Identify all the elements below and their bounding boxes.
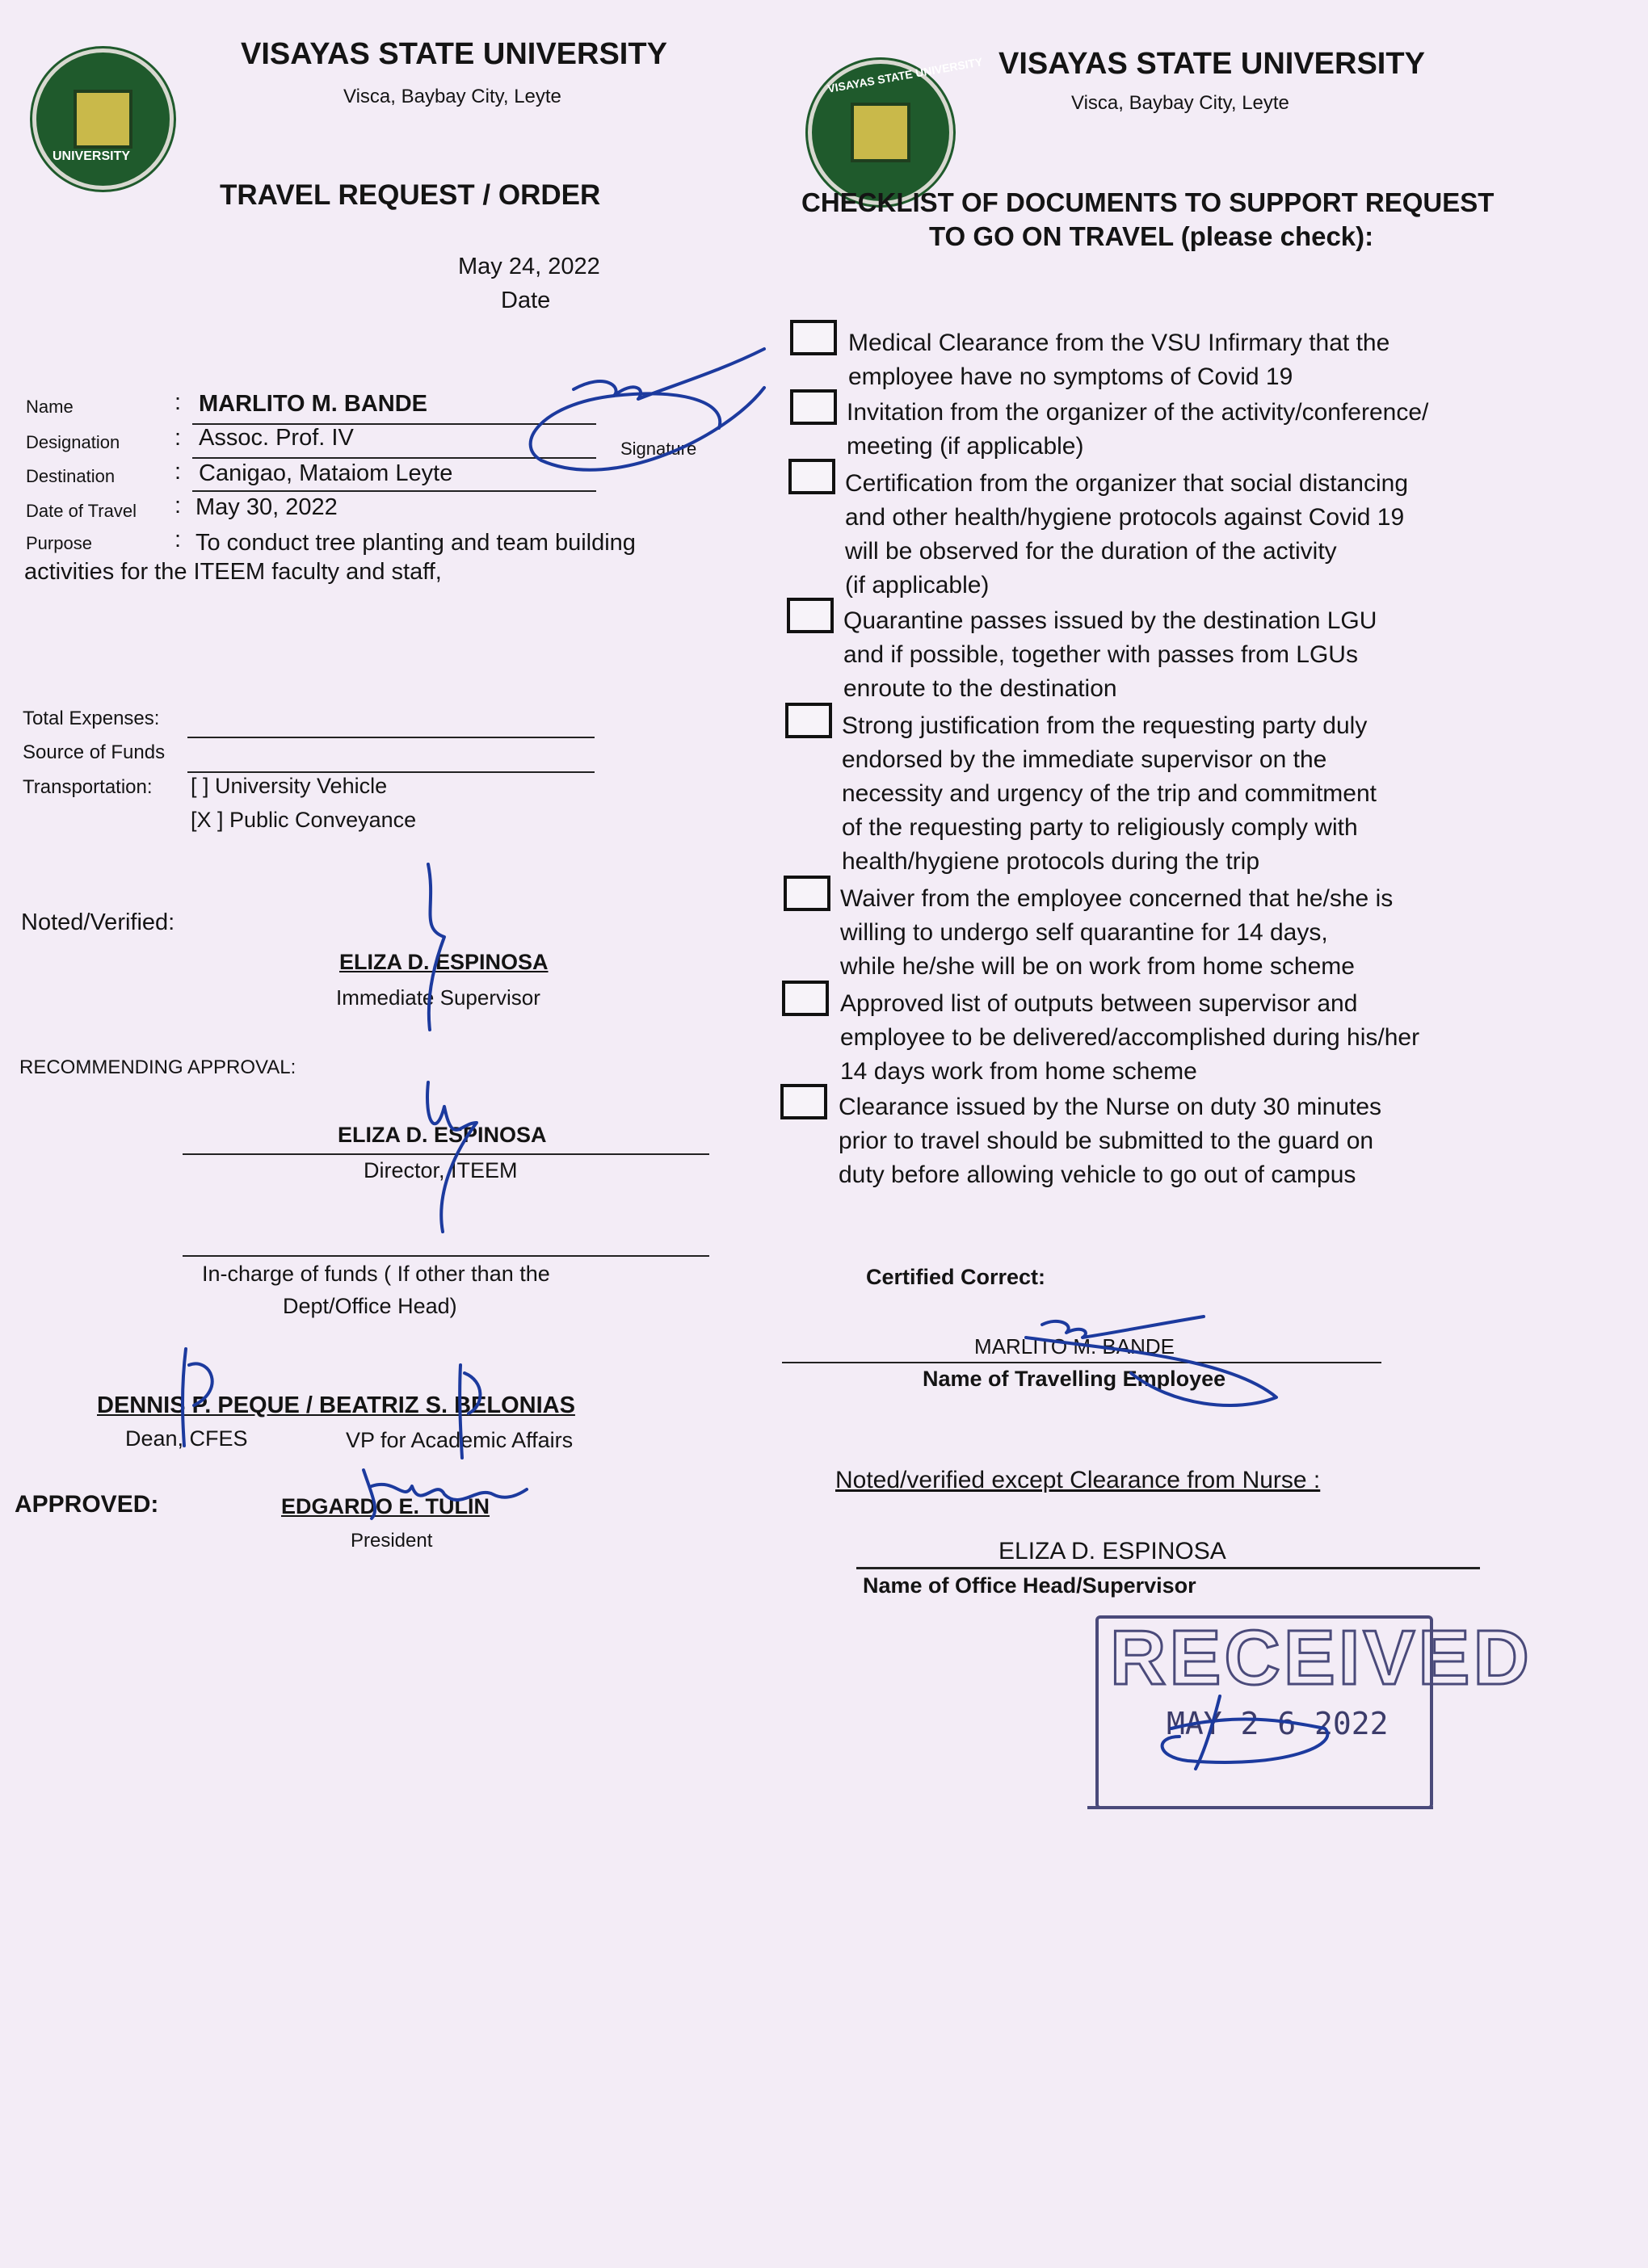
checkbox-nurse-clearance[interactable] [780,1084,827,1119]
traveller-label: Name of Travelling Employee [923,1367,1226,1391]
checkbox-certification[interactable] [788,459,835,494]
university-name: VISAYAS STATE UNIVERSITY [998,47,1425,81]
stamp-initials [1123,1680,1365,1793]
office-head-name: ELIZA D. ESPINOSA [998,1538,1226,1564]
destination-colon: : [174,459,182,485]
checklist-item: Approved list of outputs between supervisor and employee to be delivered/accomplished during his/her 14 days work from home scheme [840,990,1420,1085]
recommending-signature [380,1074,509,1236]
checklist-item: Medical Clearance from the VSU Infirmary that the employee have no symptoms of Covid 19 [848,330,1390,390]
checklist-title-line1: CHECKLIST OF DOCUMENTS TO SUPPORT REQUEST [801,187,1495,217]
designation-value: Assoc. Prof. IV [199,425,354,451]
signature-label: Signature [620,439,697,459]
noted-supervisor-role: Immediate Supervisor [336,985,540,1010]
recommending-role: Director, ITEEM [364,1158,518,1182]
request-date: May 24, 2022 [458,254,600,279]
dean-vp-names: DENNIS P. PEQUE / BEATRIZ S. BELONIAS [97,1392,575,1418]
destination-underline [192,490,596,492]
checklist-item: Strong justification from the requesting party duly endorsed by the immediate supervisor on the necessity and urgency of the trip and commitment of the requesting party to religiously comply with health/hygiene protocols during the trip [842,712,1377,875]
date-of-travel-colon: : [174,493,182,519]
destination-value: Canigao, Mataiom Leyte [199,460,453,486]
incharge-line [183,1255,709,1257]
source-of-funds-line [187,771,595,773]
checklist-item: Clearance issued by the Nurse on duty 30 minutes prior to travel should be submitted to the guard on duty before allowing vehicle to go out of campus [839,1094,1382,1188]
traveller-name: MARLITO M. BANDE [974,1334,1175,1359]
name-colon: : [174,389,182,415]
university-address: Visca, Baybay City, Leyte [343,86,561,107]
seal-text: UNIVERSITY [53,149,131,163]
traveller-signature [994,1292,1293,1413]
stamp-underline [1087,1806,1433,1809]
seal-emblem-icon [851,103,911,163]
checkbox-waiver[interactable] [784,876,830,911]
checklist-item: Waiver from the employee concerned that he/she is willing to undergo self quarantine for 14 days, while he/she will be on work from home scheme [840,885,1394,980]
date-of-travel-label: Date of Travel [26,501,137,521]
vp-signature [428,1357,509,1462]
noted-verified-label: Noted/Verified: [21,909,175,935]
checkbox-approved-outputs[interactable] [782,981,829,1016]
recommending-name: ELIZA D. ESPINOSA [338,1123,547,1147]
incharge-line1: In-charge of funds ( If other than the [202,1262,550,1286]
noted-supervisor-name: ELIZA D. ESPINOSA [339,950,549,974]
office-head-label: Name of Office Head/Supervisor [863,1573,1196,1598]
university-seal-left [32,48,174,190]
date-label: Date [501,288,551,313]
destination-label: Destination [26,466,116,486]
university-seal-right [808,55,984,205]
requester-signature [517,339,784,485]
office-head-line [856,1567,1480,1569]
president-signature [355,1454,533,1527]
public-conveyance-option: [X ] Public Conveyance [191,808,417,832]
dean-signature [162,1341,250,1454]
certified-correct-label: Certified Correct: [866,1265,1046,1289]
form-title: TRAVEL REQUEST / ORDER [220,179,601,211]
stamp-word: RECEIVED [1110,1615,1532,1701]
checklist-item: Quarantine passes issued by the destination LGU and if possible, together with passes from LGUs enroute to the destination [843,607,1377,702]
designation-colon: : [174,425,182,451]
name-value: MARLITO M. BANDE [199,391,428,417]
checkbox-quarantine-passes[interactable] [787,598,834,633]
transportation-label: Transportation: [23,776,153,798]
designation-label: Designation [26,432,120,452]
checkbox-strong-justification[interactable] [785,703,832,738]
approved-label: APPROVED: [15,1491,159,1518]
total-expenses-label: Total Expenses: [23,708,160,729]
purpose-colon: : [174,527,182,552]
name-label: Name [26,397,74,417]
checklist-item: Invitation from the organizer of the activity/conference/ meeting (if applicable) [847,399,1429,460]
stamp-date: MAY 2 6 2022 [1167,1706,1389,1741]
checklist-item: Certification from the organizer that social distancing and other health/hygiene protocols against Covid 19 will be observed for the duration of the activity (if applicable) [845,470,1409,598]
checkbox-medical-clearance[interactable] [790,320,837,355]
checkbox-invitation[interactable] [790,389,837,425]
president-role: President [351,1530,433,1552]
president-name: EDGARDO E. TULIN [281,1494,490,1518]
seal-text: VISAYAS STATE UNIVERSITY [826,55,984,95]
seal-emblem-icon [74,90,132,149]
university-name: VISAYAS STATE UNIVERSITY [241,37,667,71]
incharge-line2: Dept/Office Head) [283,1294,457,1318]
checklist-title-line2: TO GO ON TRAVEL (please check): [929,221,1374,251]
source-of-funds-label: Source of Funds [23,741,166,763]
total-expenses-line [187,737,595,738]
university-vehicle-option: [ ] University Vehicle [191,774,388,798]
dean-role: Dean, CFES [125,1426,248,1451]
university-address: Visca, Baybay City, Leyte [1071,92,1289,114]
date-of-travel-value: May 30, 2022 [195,494,338,520]
noted-signature [388,856,460,1034]
purpose-label: Purpose [26,533,92,553]
purpose-line1: To conduct tree planting and team building [195,530,636,556]
purpose-line2: activities for the ITEEM faculty and staff, [24,559,442,585]
vp-role: VP for Academic Affairs [346,1428,574,1452]
noted-except-nurse: Noted/verified except Clearance from Nurse : [835,1467,1321,1493]
recommending-approval-label: RECOMMENDING APPROVAL: [19,1056,296,1078]
